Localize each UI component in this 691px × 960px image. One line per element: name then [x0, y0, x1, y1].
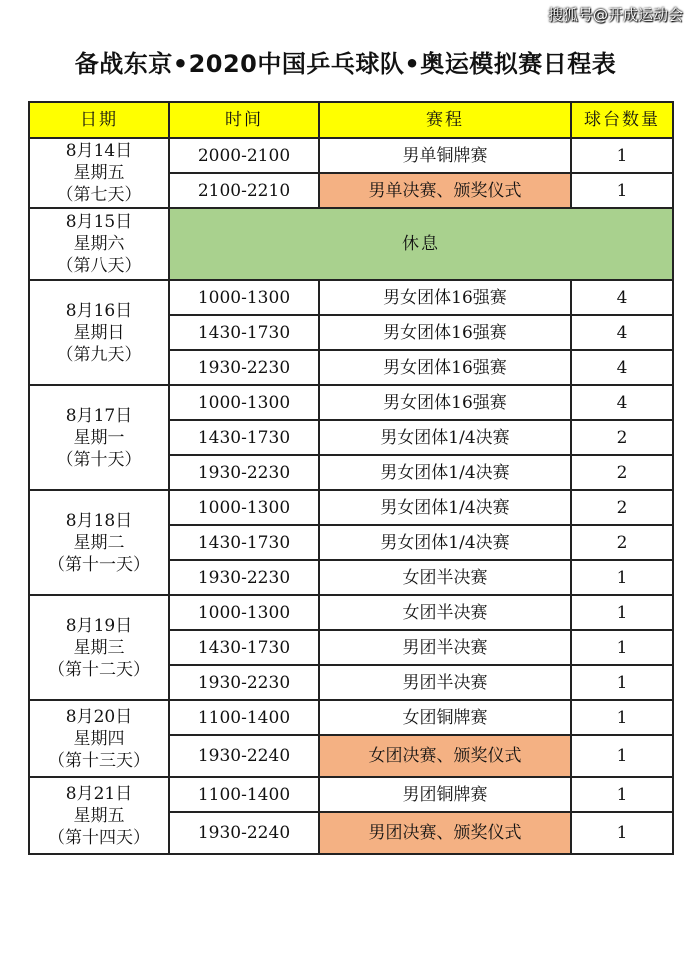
table-row — [29, 208, 673, 280]
time-cell: 1000-1300 — [169, 385, 319, 420]
day-number-label: （第十二天） — [48, 659, 150, 680]
tables-cell: 1 — [571, 173, 673, 208]
date-cell — [29, 700, 169, 777]
date-label: 8月14日 — [65, 141, 133, 161]
watermark: 搜狐号@开成运动会 — [547, 6, 683, 24]
date-cell — [29, 385, 169, 490]
rest-cell: 休息 — [169, 208, 673, 280]
day-number-label: （第十三天） — [48, 750, 150, 771]
event-cell: 男团半决赛 — [319, 665, 571, 700]
time-cell: 1930-2230 — [169, 455, 319, 490]
time-cell: 1430-1730 — [169, 420, 319, 455]
event-cell: 女团半决赛 — [319, 560, 571, 595]
table-row — [29, 385, 673, 420]
event-cell: 男团半决赛 — [319, 630, 571, 665]
header-time: 时间 — [169, 102, 319, 138]
weekday-label: 星期六 — [73, 234, 125, 254]
event-cell: 男女团体16强赛 — [319, 315, 571, 350]
tables-cell: 2 — [571, 420, 673, 455]
tables-cell: 1 — [571, 665, 673, 700]
time-cell: 1430-1730 — [169, 315, 319, 350]
tables-cell: 1 — [571, 630, 673, 665]
date-label: 8月15日 — [65, 212, 133, 232]
tables-cell: 1 — [571, 595, 673, 630]
day-number-label: （第八天） — [56, 256, 142, 276]
date-cell — [29, 490, 169, 595]
event-cell: 男女团体16强赛 — [319, 350, 571, 385]
tables-cell: 2 — [571, 490, 673, 525]
header-tables: 球台数量 — [571, 102, 673, 138]
tables-cell: 1 — [571, 138, 673, 173]
weekday-label: 星期五 — [73, 163, 125, 183]
event-cell: 男女团体1/4决赛 — [319, 525, 571, 560]
date-label: 8月21日 — [65, 783, 133, 804]
table-row — [29, 700, 673, 735]
page-title: 备战东京•2020中国乒乓球队•奥运模拟赛日程表 — [74, 50, 617, 78]
event-cell-ceremony: 男团决赛、颁奖仪式 — [319, 812, 571, 854]
event-cell-ceremony: 男单决赛、颁奖仪式 — [319, 173, 571, 208]
day-number-label: （第十四天） — [48, 827, 150, 848]
time-cell: 1100-1400 — [169, 777, 319, 812]
time-cell: 1930-2230 — [169, 560, 319, 595]
schedule-table — [28, 101, 674, 855]
event-cell: 男女团体16强赛 — [319, 280, 571, 315]
event-cell: 男女团体1/4决赛 — [319, 420, 571, 455]
date-cell — [29, 777, 169, 854]
table-row — [29, 280, 673, 315]
weekday-label: 星期四 — [73, 728, 125, 749]
header-row — [29, 102, 673, 138]
tables-cell: 1 — [571, 777, 673, 812]
day-number-label: （第七天） — [56, 185, 142, 205]
event-cell: 男女团体16强赛 — [319, 385, 571, 420]
date-cell — [29, 280, 169, 385]
event-cell-ceremony: 女团决赛、颁奖仪式 — [319, 735, 571, 777]
event-cell: 女团铜牌赛 — [319, 700, 571, 735]
event-cell: 男团铜牌赛 — [319, 777, 571, 812]
tables-cell: 4 — [571, 315, 673, 350]
time-cell: 1930-2230 — [169, 665, 319, 700]
tables-cell: 1 — [571, 735, 673, 777]
event-cell: 男女团体1/4决赛 — [319, 455, 571, 490]
time-cell: 1100-1400 — [169, 700, 319, 735]
time-cell: 1430-1730 — [169, 525, 319, 560]
tables-cell: 1 — [571, 700, 673, 735]
date-label: 8月19日 — [65, 615, 133, 636]
date-label: 8月18日 — [65, 510, 133, 531]
tables-cell: 2 — [571, 525, 673, 560]
time-cell: 1930-2240 — [169, 812, 319, 854]
time-cell: 1430-1730 — [169, 630, 319, 665]
weekday-label: 星期二 — [73, 532, 125, 553]
weekday-label: 星期一 — [73, 427, 125, 448]
tables-cell: 2 — [571, 455, 673, 490]
tables-cell: 4 — [571, 350, 673, 385]
header-date: 日期 — [29, 102, 169, 138]
date-label: 8月16日 — [65, 300, 133, 321]
tables-cell: 1 — [571, 812, 673, 854]
time-cell: 1930-2230 — [169, 350, 319, 385]
table-row — [29, 595, 673, 630]
table-row — [29, 777, 673, 812]
time-cell: 1000-1300 — [169, 280, 319, 315]
weekday-label: 星期五 — [73, 805, 125, 826]
date-label: 8月17日 — [65, 405, 133, 426]
day-number-label: （第十一天） — [48, 554, 150, 575]
day-number-label: （第九天） — [56, 344, 142, 365]
event-cell: 男单铜牌赛 — [319, 138, 571, 173]
event-cell: 女团半决赛 — [319, 595, 571, 630]
event-cell: 男女团体1/4决赛 — [319, 490, 571, 525]
day-number-label: （第十天） — [56, 449, 142, 470]
time-cell: 1000-1300 — [169, 490, 319, 525]
date-cell — [29, 595, 169, 700]
date-cell — [29, 138, 169, 208]
date-label: 8月20日 — [65, 706, 133, 727]
weekday-label: 星期日 — [73, 322, 125, 343]
tables-cell: 1 — [571, 560, 673, 595]
time-cell: 2000-2100 — [169, 138, 319, 173]
tables-cell: 4 — [571, 280, 673, 315]
time-cell: 1930-2240 — [169, 735, 319, 777]
tables-cell: 4 — [571, 385, 673, 420]
table-row — [29, 138, 673, 173]
table-row — [29, 490, 673, 525]
header-event: 赛程 — [319, 102, 571, 138]
date-cell — [29, 208, 169, 280]
time-cell: 2100-2210 — [169, 173, 319, 208]
weekday-label: 星期三 — [73, 637, 125, 658]
time-cell: 1000-1300 — [169, 595, 319, 630]
